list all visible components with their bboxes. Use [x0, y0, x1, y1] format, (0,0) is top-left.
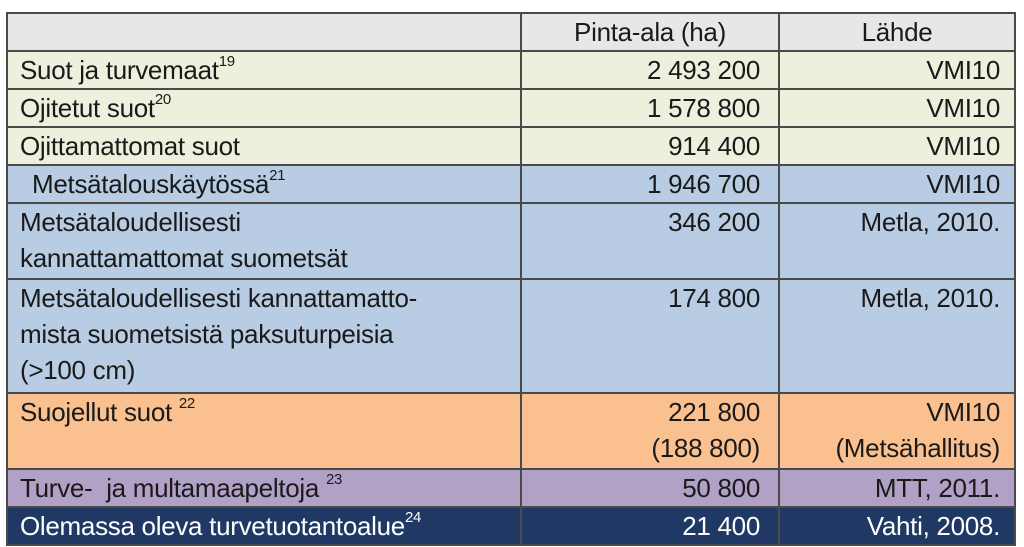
header-source: Lähde — [779, 13, 1015, 51]
row-label-text: Suojellut suot — [20, 397, 179, 427]
table-row — [7, 51, 1015, 89]
row-label — [7, 507, 521, 545]
row-area — [521, 393, 779, 469]
row-source-value: VMI10 — [926, 397, 1000, 427]
table-row — [7, 127, 1015, 165]
row-source: MTT, 2011. — [779, 469, 1015, 507]
row-label — [7, 89, 521, 127]
table-row — [7, 393, 1015, 469]
row-source: VMI10 — [779, 127, 1015, 165]
row-source — [779, 393, 1015, 469]
row-area: 914 400 — [521, 127, 779, 165]
row-label-line: kannattamattomat suometsät — [20, 243, 348, 273]
row-area: 174 800 — [521, 279, 779, 393]
row-label — [7, 165, 521, 203]
row-source-alt-value: (Metsähallitus) — [835, 433, 1000, 463]
row-label-text: Suot ja turvemaat — [20, 55, 219, 85]
peatland-area-table — [6, 12, 1016, 546]
row-area: 1 946 700 — [521, 165, 779, 203]
row-area: 1 578 800 — [521, 89, 779, 127]
row-source: Metla, 2010. — [779, 203, 1015, 279]
footnote-ref: 23 — [325, 471, 343, 489]
row-label — [7, 127, 521, 165]
row-label-text: Olemassa oleva turvetuotantoalue — [20, 511, 405, 541]
row-label — [7, 469, 521, 507]
table-row — [7, 89, 1015, 127]
row-label-text: Ojittamattomat suot — [20, 131, 240, 161]
row-area: 346 200 — [521, 203, 779, 279]
table-row — [7, 507, 1015, 545]
row-area-value: 221 800 — [668, 397, 760, 427]
row-label-line: Metsätaloudellisesti — [20, 207, 241, 237]
row-area-alt-value: (188 800) — [651, 433, 760, 463]
table-row — [7, 203, 1015, 279]
header-area: Pinta-ala (ha) — [521, 13, 779, 51]
table-row — [7, 279, 1015, 393]
header-row — [7, 13, 1015, 51]
table-row — [7, 469, 1015, 507]
row-source: Vahti, 2008. — [779, 507, 1015, 545]
footnote-ref: 20 — [154, 91, 171, 109]
footnote-ref: 22 — [178, 395, 195, 413]
table-row — [7, 165, 1015, 203]
header-label-cell — [7, 13, 521, 51]
row-source: VMI10 — [779, 165, 1015, 203]
row-label-text: Turve- ja multamaapeltoja — [20, 473, 326, 503]
row-area: 50 800 — [521, 469, 779, 507]
row-label-text: Ojitetut suot — [20, 93, 155, 123]
row-area: 2 493 200 — [521, 51, 779, 89]
row-label — [7, 51, 521, 89]
row-label — [7, 279, 521, 393]
row-label-line: mista suometsistä paksuturpeisia — [20, 319, 394, 349]
row-label — [7, 203, 521, 279]
row-source: VMI10 — [779, 89, 1015, 127]
row-source: Metla, 2010. — [779, 279, 1015, 393]
table-container — [6, 12, 1016, 546]
row-label — [7, 393, 521, 469]
row-label-line: Metsätaloudellisesti kannattamatto- — [20, 283, 418, 313]
row-label-text: Metsätalouskäytössä — [32, 169, 270, 199]
footnote-ref: 19 — [218, 53, 235, 71]
row-source: VMI10 — [779, 51, 1015, 89]
row-area: 21 400 — [521, 507, 779, 545]
footnote-ref: 24 — [404, 509, 422, 527]
row-label-line: (>100 cm) — [20, 355, 136, 385]
footnote-ref: 21 — [269, 167, 286, 185]
